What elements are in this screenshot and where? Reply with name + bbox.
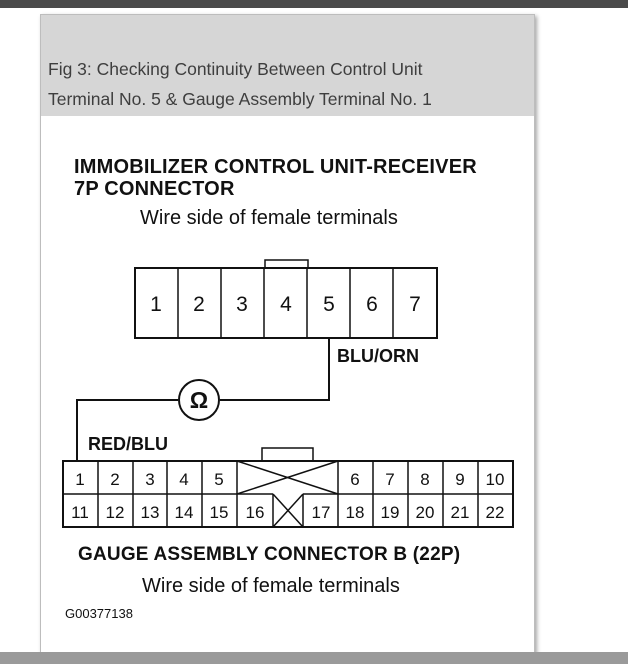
bottom-pin-label: 19 xyxy=(380,503,400,522)
bottom-pin-label: 16 xyxy=(245,503,265,522)
top-connector-title-line-2: 7P CONNECTOR xyxy=(74,178,235,200)
bottom-pin-label: 15 xyxy=(209,503,229,522)
top-pin-label: 1 xyxy=(150,293,162,316)
window-bottom-bar xyxy=(0,652,628,664)
bottom-pin-label: 10 xyxy=(485,470,505,489)
bottom-pin-label: 1 xyxy=(75,470,85,489)
figure-card xyxy=(40,14,535,658)
bottom-pin-label: 5 xyxy=(214,470,224,489)
bottom-pin-label: 8 xyxy=(420,470,430,489)
blu-orn-label: BLU/ORN xyxy=(337,346,419,366)
bottom-pin-label: 22 xyxy=(485,503,505,522)
top-pin-label: 5 xyxy=(323,293,335,316)
top-pin-label: 2 xyxy=(193,293,205,316)
window-top-bar xyxy=(0,0,628,8)
bottom-pin-label: 3 xyxy=(145,470,155,489)
bottom-pin-label: 12 xyxy=(105,503,125,522)
top-pin-label: 6 xyxy=(366,293,378,316)
bottom-pin-label: 17 xyxy=(311,503,331,522)
ohm-symbol: Ω xyxy=(189,387,209,413)
top-connector xyxy=(135,260,437,338)
top-pin-label: 7 xyxy=(409,293,421,316)
bottom-pin-label: 7 xyxy=(385,470,395,489)
caption-line-1: Fig 3: Checking Continuity Between Control Unit xyxy=(48,59,423,79)
bottom-connector xyxy=(63,448,513,527)
bottom-pin-label: 4 xyxy=(179,470,189,489)
top-pin-label: 4 xyxy=(280,293,292,316)
bottom-pin-label: 11 xyxy=(71,503,89,522)
bottom-pin-label: 18 xyxy=(345,503,365,522)
top-connector-title-line-1: IMMOBILIZER CONTROL UNIT-RECEIVER xyxy=(74,156,477,178)
top-pin-label: 3 xyxy=(236,293,248,316)
bottom-pin-label: 13 xyxy=(140,503,160,522)
bottom-connector-title: GAUGE ASSEMBLY CONNECTOR B (22P) xyxy=(78,544,461,565)
bottom-pin-label: 2 xyxy=(110,470,120,489)
top-connector-subtitle: Wire side of female terminals xyxy=(140,207,398,229)
caption-line-2: Terminal No. 5 & Gauge Assembly Terminal No. 1 xyxy=(48,89,432,109)
bottom-connector-subtitle: Wire side of female terminals xyxy=(142,575,400,597)
bottom-pin-label: 20 xyxy=(415,503,435,522)
bottom-pin-label: 6 xyxy=(350,470,360,489)
bottom-connector-latch xyxy=(262,448,313,461)
red-blu-label: RED/BLU xyxy=(88,434,168,454)
blu-orn-wire xyxy=(220,338,329,400)
figure-id: G00377138 xyxy=(65,606,133,621)
bottom-pin-label: 9 xyxy=(455,470,465,489)
bottom-pin-label: 14 xyxy=(174,503,194,522)
bottom-pin-label: 21 xyxy=(450,503,470,522)
